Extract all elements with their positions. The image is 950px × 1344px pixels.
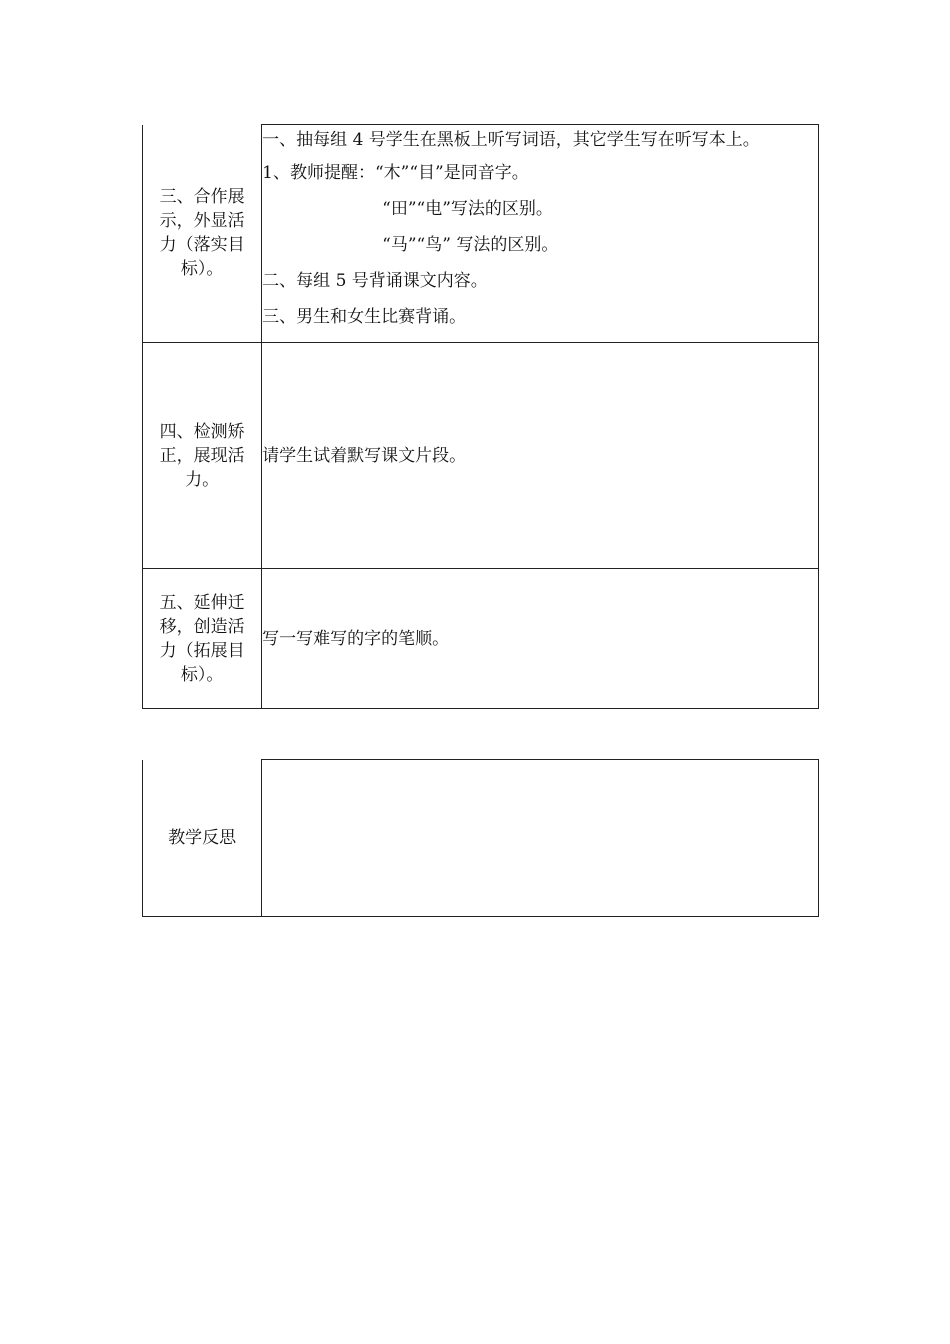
step-content-cell	[262, 125, 819, 343]
step-label: 五、延伸迁移，创造活力（拓展目标）。	[159, 592, 245, 685]
step-label-cell	[143, 125, 262, 343]
reflection-table	[142, 759, 819, 917]
content-line: 写一写难写的字的笔顺。	[262, 628, 450, 649]
step-label-cell	[143, 569, 262, 709]
lesson-plan-table	[142, 124, 819, 709]
content-line: 三、男生和女生比赛背诵。	[262, 307, 467, 327]
content-line: “马”“鸟” 写法的区别。	[382, 235, 559, 255]
reflection-content-cell	[262, 760, 819, 917]
step-content-cell	[262, 569, 819, 709]
step-label: 三、合作展示，外显活力（落实目标）。	[159, 187, 245, 280]
table-row	[143, 125, 819, 343]
table-row	[143, 343, 819, 569]
table-row	[143, 760, 819, 917]
step-label: 四、检测矫正，展现活力。	[159, 421, 245, 490]
content-line: 1、教师提醒：“木”“目”是同音字。	[262, 163, 529, 183]
reflection-label: 教学反思	[168, 827, 237, 848]
step-content-cell	[262, 343, 819, 569]
content-line: 二、每组 5 号背诵课文内容。	[262, 271, 488, 291]
content-line: 一、抽每组 4 号学生在黑板上听写词语，其它学生写在听写本上。	[262, 130, 760, 150]
content-line: 请学生试着默写课文片段。	[262, 445, 467, 466]
content-line: “田”“电”写法的区别。	[382, 199, 553, 219]
reflection-label-cell	[143, 760, 262, 917]
step-label-cell	[143, 343, 262, 569]
table-row	[143, 569, 819, 709]
